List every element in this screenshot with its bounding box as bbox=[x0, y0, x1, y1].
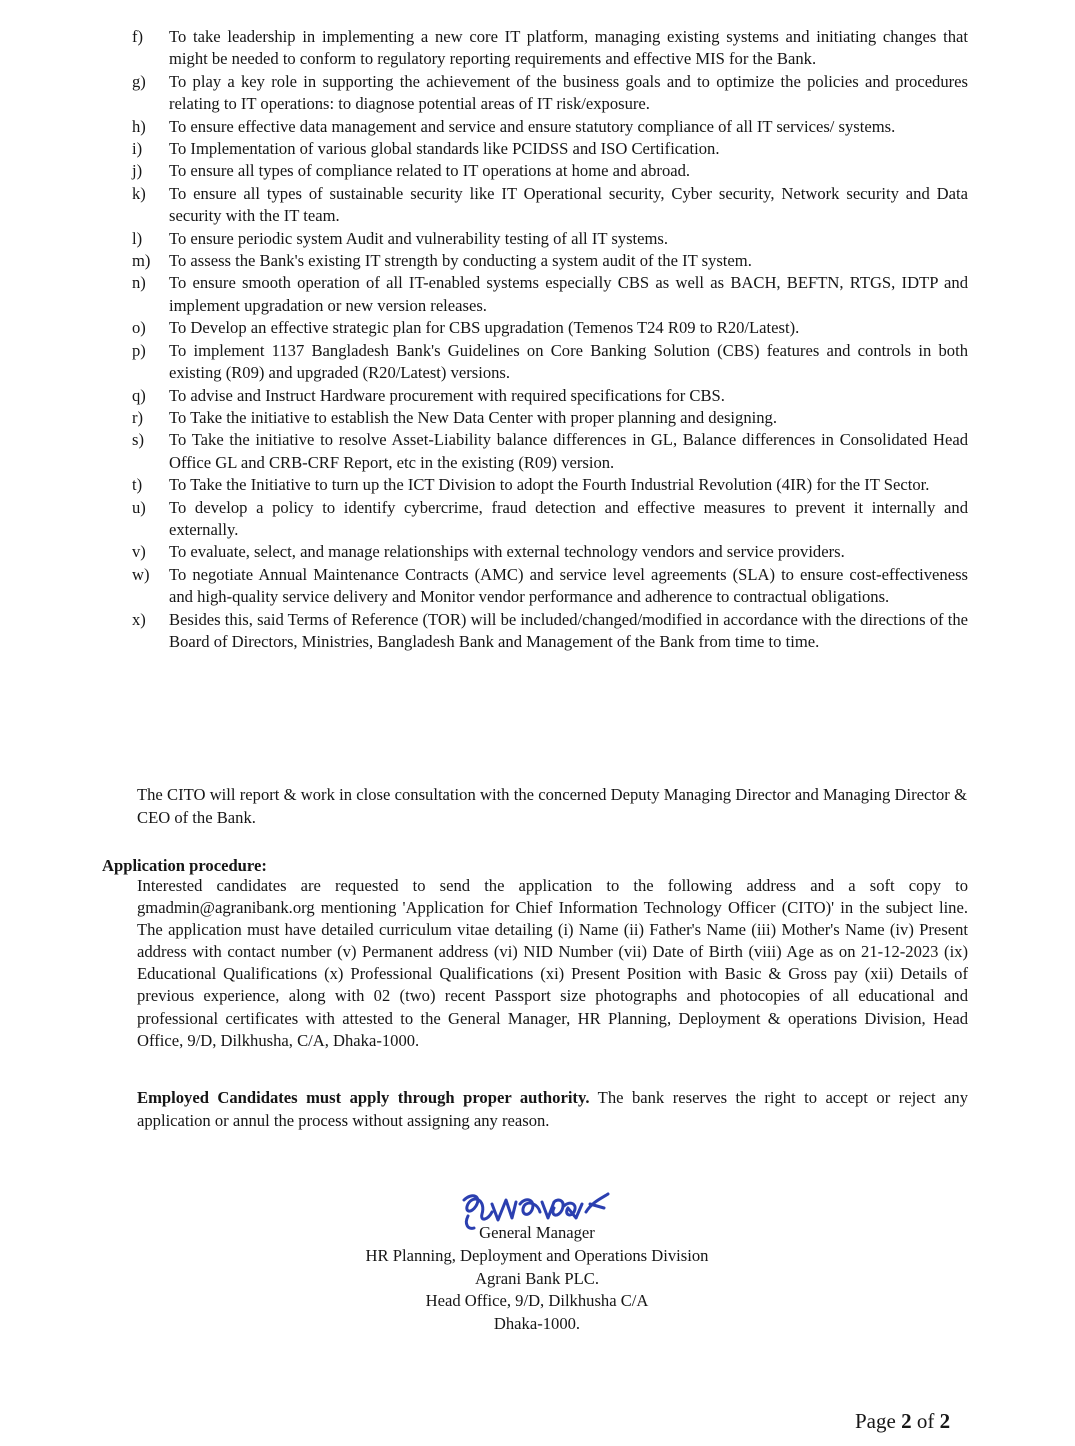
application-procedure-paragraph: Interested candidates are requested to send the application to the following address and a soft copy to gmadmin@agranibank.org mentioning 'Application for Chief Information Technology Officer (CITO)' in the subject line. The application must have detailed curriculum vitae detailing (i) Name (ii) Father's Name (iii) Mother's Name (iv) Present address with contact number (v) Permanent address (vi) NID Number (vii) Date of Birth (viii) Age as on 21-12-2023 (ix) Educational Qualifications (x) Professional Qualifications (xi) Present Position with Basic & Gross pay (xii) Details of previous experience, along with 02 (two) recent Passport size photographs and photocopies of all educational and professional certificates with attested to the General Manager, HR Planning, Deployment & operations Division, Head Office, 9/D, Dilkhusha, C/A, Dhaka-1000. bbox=[137, 876, 968, 1050]
duty-item-label: q) bbox=[132, 385, 146, 405]
duty-item-label: n) bbox=[132, 273, 146, 293]
duty-item-label: j) bbox=[132, 161, 143, 181]
duty-item bbox=[132, 564, 968, 609]
duty-item-label: m) bbox=[132, 251, 151, 271]
duty-item-label: p) bbox=[132, 340, 146, 360]
duty-item-label: v) bbox=[132, 542, 146, 562]
duty-item-label: h) bbox=[132, 116, 146, 136]
duty-item bbox=[132, 407, 968, 429]
signatory-block bbox=[310, 1222, 764, 1336]
duty-item-text: To ensure all types of sustainable security like IT Operational security, Cyber security, Network security and Data security with the IT team. bbox=[169, 183, 968, 226]
duty-item bbox=[132, 429, 968, 474]
application-procedure-heading: Application procedure: bbox=[102, 856, 267, 875]
duty-item-label: o) bbox=[132, 318, 146, 338]
reporting-paragraph: The CITO will report & work in close consultation with the concerned Deputy Managing Director and Managing Director & CEO of the Bank. bbox=[137, 785, 967, 827]
duty-item-text: To advise and Instruct Hardware procurement with required specifications for CBS. bbox=[169, 385, 725, 405]
employed-candidates-bold-text: Employed Candidates must apply through proper authority. bbox=[137, 1088, 590, 1107]
duty-item-text: To ensure all types of compliance related to IT operations at home and abroad. bbox=[169, 161, 691, 181]
duty-item-label: x) bbox=[132, 609, 146, 629]
duty-item-text: To evaluate, select, and manage relationships with external technology vendors and service providers. bbox=[169, 542, 845, 562]
duty-item-text: To Take the initiative to resolve Asset-Liability balance differences in GL, Balance differences in Consolidated Head Office GL and CRB-CRF Report, etc in the existing (R09) version. bbox=[169, 430, 968, 472]
duty-item-text: To Develop an effective strategic plan for CBS upgradation (Temenos T24 R09 to R20/Latest). bbox=[169, 318, 800, 338]
duty-item-text: To Implementation of various global standards like PCIDSS and ISO Certification. bbox=[169, 139, 720, 159]
duty-item bbox=[132, 183, 968, 228]
duty-item bbox=[132, 26, 968, 71]
duty-item-text: To develop a policy to identify cybercrime, fraud detection and effective measures to prevent it internally and externally. bbox=[169, 497, 968, 539]
signatory-line: Dhaka-1000. bbox=[493, 1314, 581, 1334]
duty-item-text: To take leadership in implementing a new core IT platform, managing existing systems and initiating changes that might be needed to conform to regulatory reporting requirements and effective MIS for the Bank. bbox=[169, 27, 968, 69]
duty-item bbox=[132, 609, 968, 654]
duty-item bbox=[132, 317, 968, 339]
employed-candidates-paragraph bbox=[137, 1087, 968, 1132]
duty-item bbox=[132, 116, 968, 138]
duty-item-label: i) bbox=[132, 139, 143, 159]
current-page-number: 2 bbox=[901, 1409, 912, 1433]
duty-item-label: g) bbox=[132, 71, 146, 91]
page-label-text: Page bbox=[855, 1409, 902, 1433]
duty-item bbox=[132, 138, 968, 160]
duty-item-text: To ensure smooth operation of all IT-enabled systems especially CBS as well as BACH, BEFTN, RTGS, IDTP and implement upgradation or new version releases. bbox=[169, 273, 968, 315]
duty-item bbox=[132, 497, 968, 542]
duty-item-label: s) bbox=[132, 430, 144, 450]
duty-item bbox=[132, 272, 968, 317]
duty-item-text: To play a key role in supporting the achievement of the business goals and to optimize the policies and procedures relating to IT operations: to diagnose potential areas of IT risk/exposure. bbox=[169, 71, 968, 114]
duty-item-text: To ensure effective data management and service and ensure statutory compliance of all IT services/ systems. bbox=[169, 116, 896, 136]
duty-item-label: t) bbox=[132, 475, 143, 495]
duty-item bbox=[132, 250, 968, 272]
duty-item-text: To Take the initiative to establish the New Data Center with proper planning and designing. bbox=[169, 407, 777, 427]
duty-item-label: w) bbox=[132, 564, 150, 584]
duty-item-text: To negotiate Annual Maintenance Contracts (AMC) and service level agreements (SLA) to ensure cost-effectiveness and high-quality service delivery and Monitor vendor performance and adherence to contractual obligations. bbox=[169, 564, 968, 607]
page-number bbox=[855, 1408, 950, 1434]
duty-item bbox=[132, 340, 968, 385]
signatory-line: HR Planning, Deployment and Operations Division bbox=[365, 1245, 709, 1265]
signatory-line: Head Office, 9/D, Dilkhusha C/A bbox=[425, 1291, 649, 1311]
duty-item-text: To assess the Bank's existing IT strength by conducting a system audit of the IT system. bbox=[169, 251, 752, 271]
duty-item bbox=[132, 385, 968, 407]
duty-item-label: f) bbox=[132, 27, 144, 46]
duty-item-text: Besides this, said Terms of Reference (TOR) will be included/changed/modified in accordance with the directions of the Board of Directors, Ministries, Bangladesh Bank and Management of the Bank from time to time. bbox=[169, 609, 968, 651]
duty-item-text: To ensure periodic system Audit and vulnerability testing of all IT systems. bbox=[169, 228, 669, 248]
duty-item bbox=[132, 160, 968, 182]
duty-item-text: To Take the Initiative to turn up the ICT Division to adopt the Fourth Industrial Revolution (4IR) for the IT Sector. bbox=[169, 475, 930, 495]
duty-item bbox=[132, 228, 968, 250]
page-of-text: of bbox=[911, 1409, 940, 1433]
duty-item bbox=[132, 474, 968, 496]
employed-candidates-rest-text: The bank reserves the right to accept or reject any application or annul the process without assigning any reason. bbox=[137, 1088, 968, 1130]
total-page-number: 2 bbox=[939, 1409, 951, 1433]
duty-item-label: k) bbox=[132, 183, 146, 203]
duty-item-label: u) bbox=[132, 497, 146, 517]
duty-item-label: l) bbox=[132, 228, 143, 248]
signatory-line: Agrani Bank PLC. bbox=[475, 1268, 599, 1288]
signatory-line: General Manager bbox=[479, 1223, 595, 1242]
duty-item bbox=[132, 541, 968, 563]
duty-item bbox=[132, 71, 968, 116]
duties-list bbox=[132, 26, 968, 653]
duty-item-text: To implement 1137 Bangladesh Bank's Guidelines on Core Banking Solution (CBS) features and controls in both existing (R09) and upgraded (R20/Latest) versions. bbox=[169, 340, 968, 383]
duty-item-label: r) bbox=[132, 407, 144, 427]
